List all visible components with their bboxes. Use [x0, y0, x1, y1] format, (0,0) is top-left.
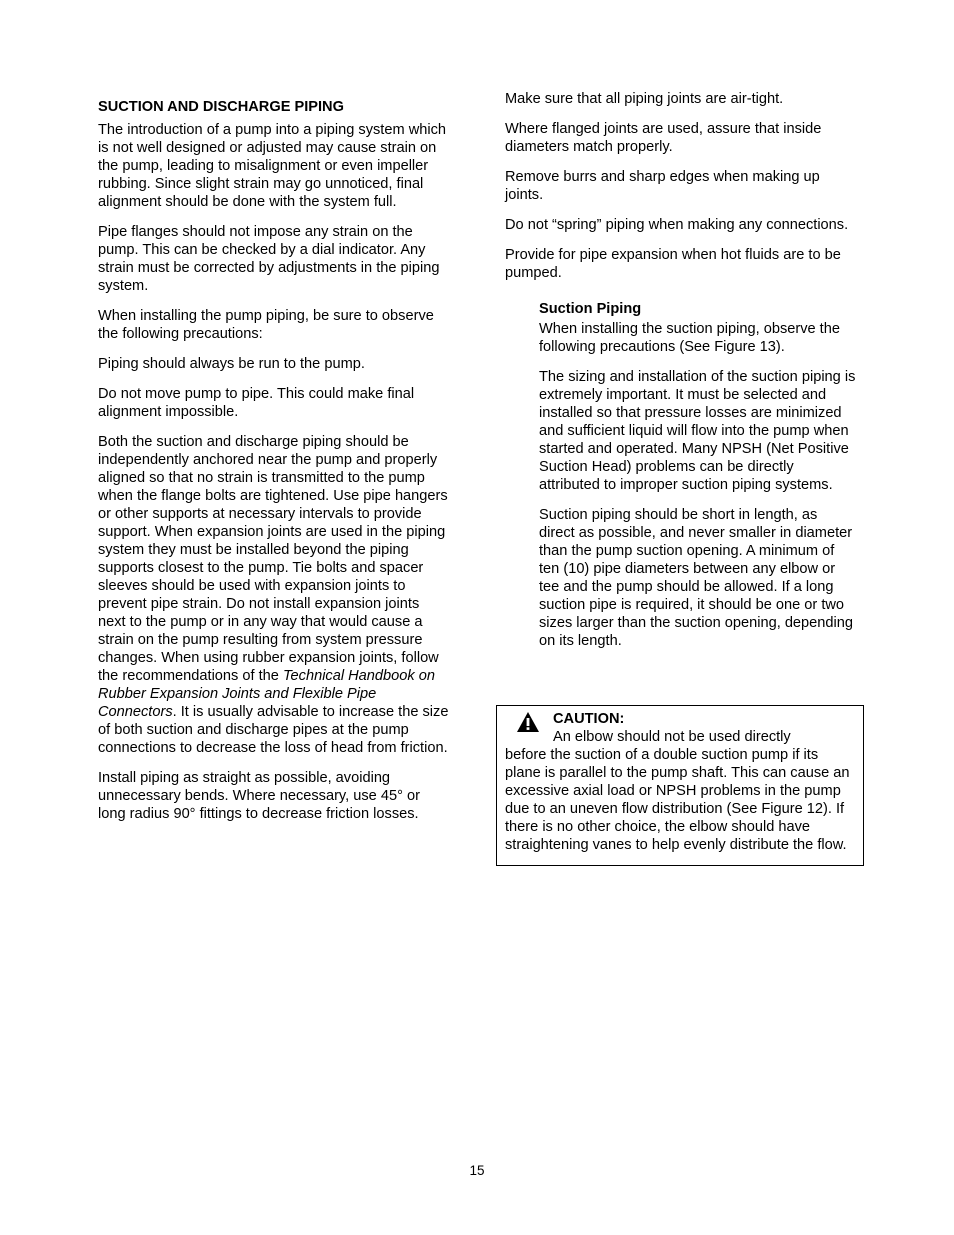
right-column	[505, 90, 857, 662]
paragraph: When installing the suction piping, observe the following precautions (See Figure 13).	[539, 321, 840, 355]
paragraph: Provide for pipe expansion when hot fluids are to be pumped.	[505, 247, 841, 281]
paragraph: Pipe flanges should not impose any strain on the pump. This can be checked by a dial indicator. Any strain must be corrected by adjustments in the piping system.	[98, 224, 440, 294]
caution-box	[496, 705, 864, 866]
caution-text: An elbow should not be used directly	[553, 729, 791, 745]
paragraph: Where flanged joints are used, assure that inside diameters match properly.	[505, 121, 822, 155]
paragraph: The sizing and installation of the suction piping is extremely important. It must be selected and installed so that pressure losses are minimized and sufficient liquid will flow into the pump when started and operated. Many NPSH (Net Positive Suction Head) problems can be directly attributed to improper suction piping systems.	[539, 369, 856, 493]
paragraph: Install piping as straight as possible, avoiding unnecessary bends. Where necessary, use 45° or long radius 90° fittings to decrease friction losses.	[98, 770, 420, 822]
caution-title: CAUTION:	[553, 711, 625, 727]
paragraph: Do not move pump to pipe. This could make final alignment impossible.	[98, 386, 415, 420]
page-number: 15	[469, 1163, 485, 1178]
suction-piping-section	[539, 300, 857, 650]
paragraph: Do not “spring” piping when making any connections.	[505, 217, 849, 233]
warning-triangle-icon	[516, 711, 540, 733]
subsection-heading: Suction Piping	[539, 301, 642, 317]
paragraph-text: . It is usually advisable to increase the size of both suction and discharge pipes at the pump connections to decrease the loss of head from friction.	[98, 704, 449, 756]
paragraph: The introduction of a pump into a piping system which is not well designed or adjusted may cause strain on the pump, leading to misalignment or even impeller rubbing. Since slight strain may go unnoticed, final alignment should be done with the system full.	[98, 122, 447, 210]
left-column	[98, 98, 450, 835]
paragraph: Piping should always be run to the pump.	[98, 356, 365, 372]
paragraph: When installing the pump piping, be sure to observe the following precautions:	[98, 308, 434, 342]
paragraph-text: Both the suction and discharge piping should be independently anchored near the pump and properly aligned so that no strain is transmitted to the pump when the flange bolts are tightened. Use pipe hangers or other supports at necessary intervals to provide support. When expansion joints are used in the piping system they must be installed beyond the piping supports closest to the pump. Tie bolts and spacer sleeves should be used with expansion joints to prevent pipe strain. Do not install expansion joints next to the pump or in any way that would cause a strain on the pump resulting from system pressure changes. When using rubber expansion joints, follow the recommendations of the	[98, 434, 448, 684]
publication-title: Technical Handbook on Rubber Expansion Joints and Flexible Pipe Connectors	[98, 668, 435, 720]
caution-text: before the suction of a double suction pump if its plane is parallel to the pump shaft. This can cause an excessive axial load or NPSH problems in the pump due to an uneven flow distribution (See Figure 12). If there is no other choice, the elbow should have straightening vanes to help evenly distribute the flow.	[505, 747, 850, 853]
paragraph: Make sure that all piping joints are air-tight.	[505, 91, 784, 107]
paragraph: Suction piping should be short in length, as direct as possible, and never smaller in diameter than the pump suction opening. A minimum of ten (10) pipe diameters between any elbow or tee and the pump should be allowed. If a long suction pipe is required, it should be one or two sizes larger than the suction opening, depending on its length.	[539, 507, 853, 649]
paragraph: Remove burrs and sharp edges when making up joints.	[505, 169, 820, 203]
section-heading: SUCTION AND DISCHARGE PIPING	[98, 99, 344, 115]
paragraph	[98, 433, 450, 757]
